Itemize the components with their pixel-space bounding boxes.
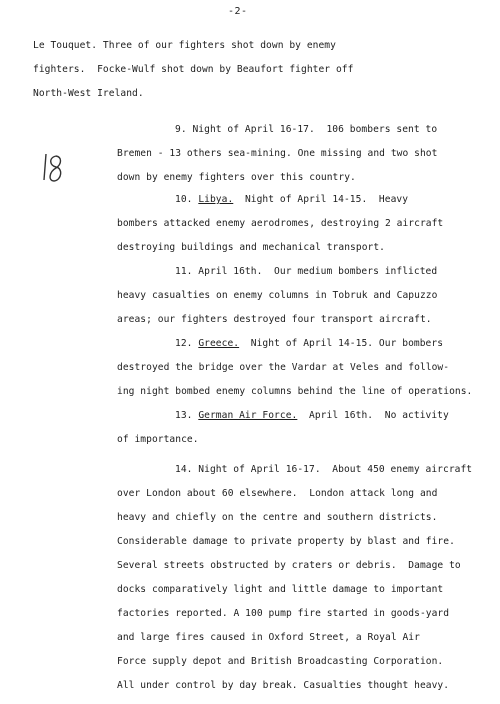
- paragraph-10-heading: [175, 194, 408, 206]
- underlined-heading: Greece.: [198, 338, 240, 349]
- text-line: areas; our fighters destroyed four transport aircraft.: [117, 314, 432, 325]
- text-line: Bremen - 13 others sea-mining. One missing and two shot: [117, 148, 438, 159]
- text-line: destroyed the bridge over the Vardar at Veles and follow-: [117, 362, 450, 373]
- text-line: Several streets obstructed by craters or debris. Damage to: [117, 560, 461, 571]
- text-line: destroying buildings and mechanical transport.: [117, 242, 385, 253]
- text-span: Night of April 14-15. Our bombers: [250, 338, 444, 349]
- underlined-heading: German Air Force.: [198, 410, 298, 421]
- text-line: factories reported. A 100 pump fire started in goods-yard: [117, 608, 450, 619]
- paragraph-number: 10.: [175, 194, 193, 205]
- text-line: bombers attacked enemy aerodromes, destroying 2 aircraft: [117, 218, 444, 229]
- paragraph-number: 13.: [175, 410, 193, 421]
- text-line: 11. April 16th. Our medium bombers inflicted: [175, 266, 438, 277]
- text-line: heavy casualties on enemy columns in Tobruk and Capuzzo: [117, 290, 438, 301]
- text-line: 9. Night of April 16-17. 106 bombers sent to: [175, 124, 438, 135]
- text-span: April 16th. No activity: [309, 410, 449, 421]
- text-line: down by enemy fighters over this country.: [117, 172, 356, 183]
- text-line: North-West Ireland.: [33, 88, 144, 99]
- paragraph-number: 12.: [175, 338, 193, 349]
- text-line: ing night bombed enemy columns behind the line of operations.: [117, 386, 473, 397]
- text-line: and large fires caused in Oxford Street, a Royal Air: [117, 632, 420, 643]
- text-line: All under control by day break. Casualties thought heavy.: [117, 680, 450, 691]
- page-number: -2-: [228, 6, 248, 17]
- text-line: 14. Night of April 16-17. About 450 enemy aircraft: [175, 464, 473, 475]
- text-line: of importance.: [117, 434, 199, 445]
- text-line: over London about 60 elsewhere. London attack long and: [117, 488, 438, 499]
- paragraph-12-heading: [175, 338, 443, 350]
- text-line: Force supply depot and British Broadcasting Corporation.: [117, 656, 444, 667]
- text-line: Le Touquet. Three of our fighters shot down by enemy: [33, 40, 336, 51]
- margin-handwritten-annotation: [40, 150, 66, 186]
- text-line: heavy and chiefly on the centre and southern districts.: [117, 512, 438, 523]
- text-span: Night of April 14-15. Heavy: [244, 194, 409, 205]
- text-line: fighters. Focke-Wulf shot down by Beaufort fighter off: [33, 64, 354, 75]
- underlined-heading: Libya.: [198, 194, 234, 205]
- paragraph-13-heading: [175, 410, 449, 422]
- text-line: Considerable damage to private property by blast and fire.: [117, 536, 455, 547]
- text-line: docks comparatively light and little damage to important: [117, 584, 444, 595]
